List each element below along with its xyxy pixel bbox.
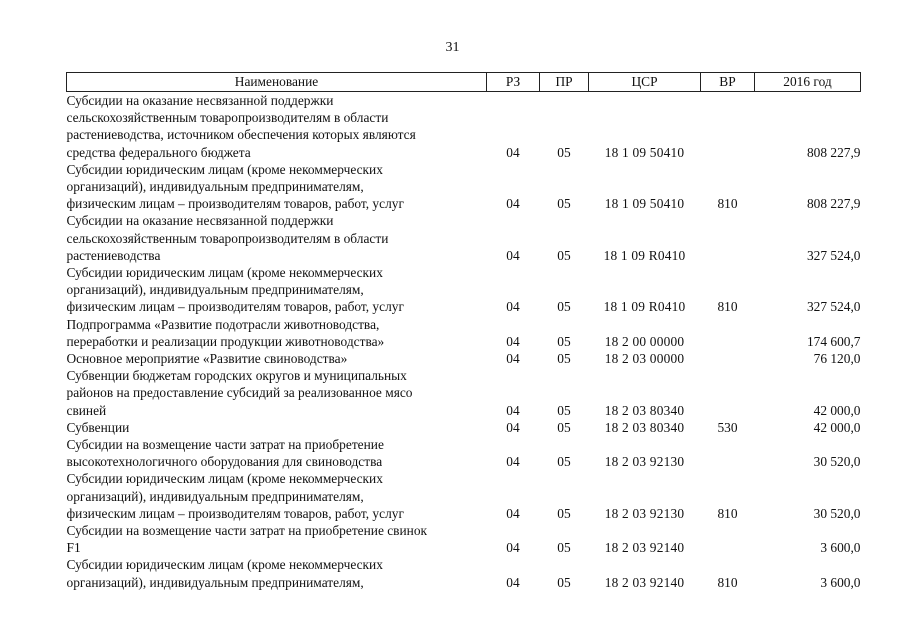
budget-table bbox=[66, 72, 861, 591]
row-rz-cell: 04 bbox=[506, 402, 520, 418]
row-amount-cell: 808 227,9 bbox=[806, 144, 861, 160]
row-pr-cell: 05 bbox=[557, 402, 571, 418]
row-rz-cell: 04 bbox=[506, 351, 520, 367]
header-rz: РЗ bbox=[487, 73, 540, 92]
table-header-row bbox=[67, 73, 861, 92]
row-csr-cell: 18 2 00 00000 bbox=[604, 333, 685, 349]
row-csr-cell: 18 1 09 50410 bbox=[604, 196, 685, 212]
row-amount-cell: 3 600,0 bbox=[820, 540, 861, 556]
row-amount-cell: 30 520,0 bbox=[813, 505, 861, 521]
header-pr: ПР bbox=[540, 73, 589, 92]
row-csr-cell: 18 1 09 R0410 bbox=[603, 299, 686, 315]
row-amount-cell: 174 600,7 bbox=[806, 333, 861, 349]
row-name-cell: Субсидии юридическим лицам (кроме некоммерческих организаций), индивидуальным предпринимателям, bbox=[66, 557, 383, 590]
row-csr-cell: 18 1 09 50410 bbox=[604, 144, 685, 160]
row-vr-cell bbox=[701, 350, 755, 367]
row-name-cell: Субсидии на возмещение части затрат на приобретение высокотехнологичного оборудования для свиноводства bbox=[66, 437, 384, 470]
row-csr-cell: 18 2 03 00000 bbox=[604, 351, 685, 367]
row-amount-cell: 327 524,0 bbox=[806, 247, 861, 263]
header-year: 2016 год bbox=[755, 73, 861, 92]
row-csr-cell: 18 2 03 92140 bbox=[604, 574, 685, 590]
row-rz-cell: 04 bbox=[506, 454, 520, 470]
row-rz-cell: 04 bbox=[506, 196, 520, 212]
table-row bbox=[67, 212, 861, 264]
row-name-cell: Субвенции bbox=[66, 419, 130, 435]
row-vr-cell bbox=[701, 436, 755, 470]
table-row bbox=[67, 419, 861, 436]
row-name-cell: Субсидии на оказание несвязанной поддержки сельскохозяйственным товаропроизводителям в области растениеводства bbox=[66, 213, 389, 263]
table-row bbox=[67, 367, 861, 419]
row-amount-cell: 327 524,0 bbox=[806, 299, 861, 315]
row-amount-cell: 3 600,0 bbox=[820, 574, 861, 590]
row-vr-cell bbox=[701, 367, 755, 419]
row-amount-cell: 42 000,0 bbox=[813, 419, 861, 435]
row-pr-cell: 05 bbox=[557, 351, 571, 367]
table-row bbox=[67, 436, 861, 470]
row-pr-cell: 05 bbox=[557, 333, 571, 349]
row-name-cell: Подпрограмма «Развитие подотрасли животноводства, переработки и реализации продукции животноводства» bbox=[66, 316, 385, 349]
row-amount-cell: 76 120,0 bbox=[813, 351, 861, 367]
row-vr-cell: 810 bbox=[717, 505, 738, 521]
row-name-cell: Основное мероприятие «Развитие свиноводства» bbox=[66, 351, 348, 367]
row-csr-cell: 18 2 03 92130 bbox=[604, 505, 685, 521]
table-row bbox=[67, 522, 861, 556]
table-row bbox=[67, 316, 861, 350]
row-csr-cell: 18 2 03 80340 bbox=[604, 402, 685, 418]
row-name-cell: Субсидии на возмещение части затрат на приобретение свинок F1 bbox=[66, 523, 428, 556]
row-csr-cell: 18 2 03 92130 bbox=[604, 454, 685, 470]
row-vr-cell: 810 bbox=[717, 196, 738, 212]
table-row bbox=[67, 556, 861, 590]
row-pr-cell: 05 bbox=[557, 505, 571, 521]
row-rz-cell: 04 bbox=[506, 144, 520, 160]
row-vr-cell: 530 bbox=[717, 419, 738, 435]
row-pr-cell: 05 bbox=[557, 247, 571, 263]
row-csr-cell: 18 2 03 92140 bbox=[604, 540, 685, 556]
row-pr-cell: 05 bbox=[557, 540, 571, 556]
row-vr-cell bbox=[701, 522, 755, 556]
row-amount-cell: 808 227,9 bbox=[806, 196, 861, 212]
row-amount-cell: 42 000,0 bbox=[813, 402, 861, 418]
row-pr-cell: 05 bbox=[557, 144, 571, 160]
row-vr-cell: 810 bbox=[717, 299, 738, 315]
row-csr-cell: 18 2 03 80340 bbox=[604, 419, 685, 435]
table-body bbox=[67, 92, 861, 591]
row-rz-cell: 04 bbox=[506, 299, 520, 315]
row-pr-cell: 05 bbox=[557, 454, 571, 470]
row-rz-cell: 04 bbox=[506, 574, 520, 590]
table-row bbox=[67, 350, 861, 367]
row-rz-cell: 04 bbox=[506, 247, 520, 263]
table-row bbox=[67, 161, 861, 213]
row-name-cell: Субсидии на оказание несвязанной поддержки сельскохозяйственным товаропроизводителям в области растениеводства, источником обеспечения которых являются средства федерального бюджета bbox=[66, 93, 416, 160]
page-number: 31 bbox=[445, 40, 460, 55]
header-vr: ВР bbox=[701, 73, 755, 92]
row-rz-cell: 04 bbox=[506, 419, 520, 435]
row-name-cell: Субсидии юридическим лицам (кроме некоммерческих организаций), индивидуальным предпринимателям, физическим лицам – производителям товаров, работ, услуг bbox=[66, 471, 404, 521]
row-rz-cell: 04 bbox=[506, 505, 520, 521]
header-name: Наименование bbox=[67, 73, 487, 92]
row-vr-cell bbox=[701, 212, 755, 264]
row-csr-cell: 18 1 09 R0410 bbox=[603, 247, 686, 263]
table-row bbox=[67, 470, 861, 522]
row-pr-cell: 05 bbox=[557, 574, 571, 590]
row-vr-cell: 810 bbox=[717, 574, 738, 590]
table-row bbox=[67, 264, 861, 316]
row-pr-cell: 05 bbox=[557, 299, 571, 315]
row-name-cell: Субвенции бюджетам городских округов и муниципальных районов на предоставление субсидий за реализованное мясо свиней bbox=[66, 368, 413, 418]
row-amount-cell: 30 520,0 bbox=[813, 454, 861, 470]
row-pr-cell: 05 bbox=[557, 196, 571, 212]
row-rz-cell: 04 bbox=[506, 540, 520, 556]
row-vr-cell bbox=[701, 316, 755, 350]
table-row bbox=[67, 92, 861, 161]
row-rz-cell: 04 bbox=[506, 333, 520, 349]
row-vr-cell bbox=[701, 92, 755, 161]
row-name-cell: Субсидии юридическим лицам (кроме некоммерческих организаций), индивидуальным предпринимателям, физическим лицам – производителям товаров, работ, услуг bbox=[66, 265, 404, 315]
row-pr-cell: 05 bbox=[557, 419, 571, 435]
header-csr: ЦСР bbox=[589, 73, 701, 92]
row-name-cell: Субсидии юридическим лицам (кроме некоммерческих организаций), индивидуальным предпринимателям, физическим лицам – производителям товаров, работ, услуг bbox=[66, 161, 404, 212]
